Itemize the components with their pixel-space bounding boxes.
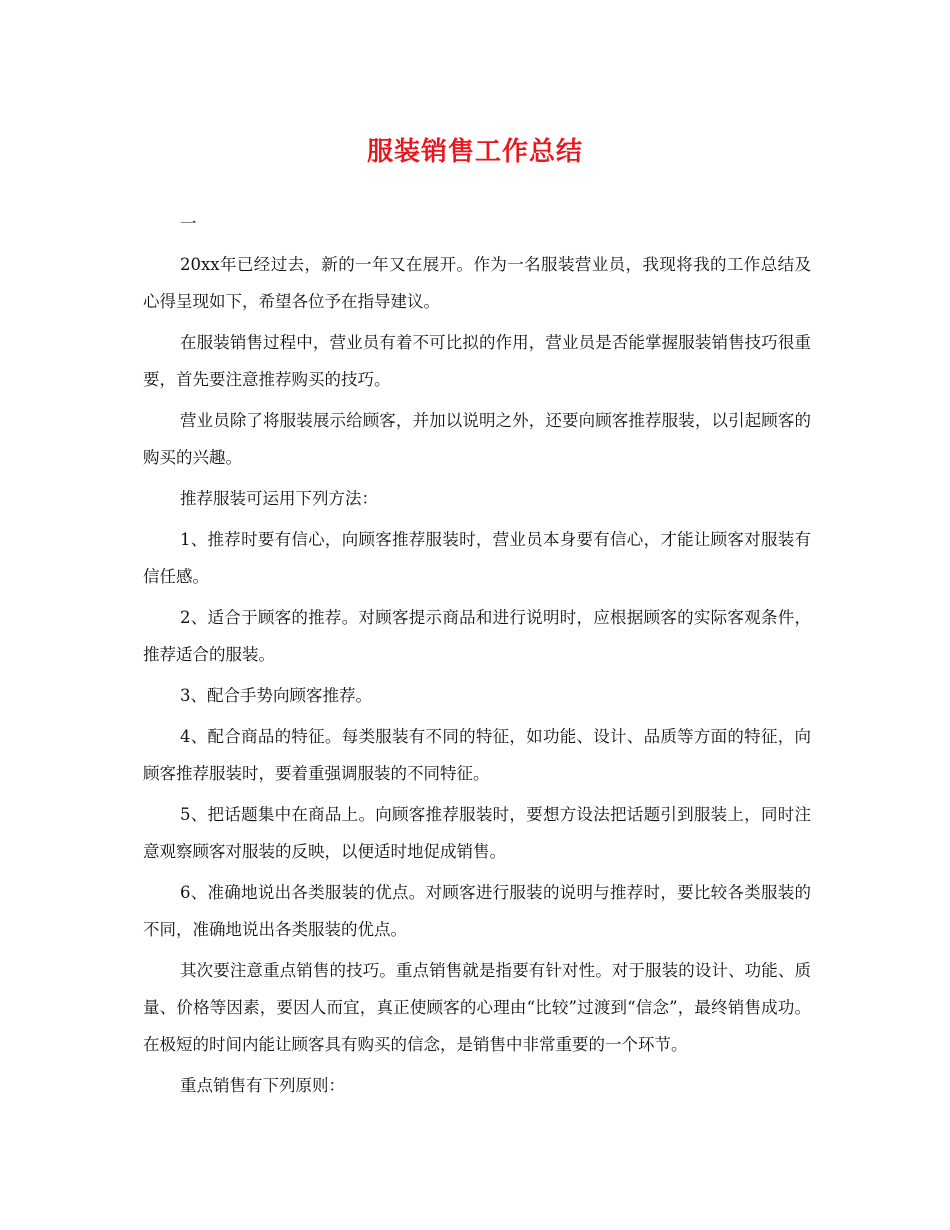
document-title: 服装销售工作总结: [366, 137, 583, 167]
list-item-method-4: 4、配合商品的特征。每类服装有不同的特征，如功能、设计、品质等方面的特征，向顾客推荐服装时，要着重强调服装的不同特征。: [143, 727, 811, 783]
list-item-method-2: 2、适合于顾客的推荐。对顾客提示商品和进行说明时，应根据顾客的实际客观条件，推荐适合的服装。: [143, 608, 811, 664]
list-item-method-1: 1、推荐时要有信心，向顾客推荐服装时，营业员本身要有信心，才能让顾客对服装有信任感。: [143, 530, 811, 586]
document-body: [143, 205, 811, 1108]
list-item-method-6: 6、准确地说出各类服装的优点。对顾客进行服装的说明与推荐时，要比较各类服装的不同，准确地说出各类服装的优点。: [143, 883, 811, 939]
section-number: 一: [180, 214, 197, 233]
list-item-method-3: 3、配合手势向顾客推荐。: [180, 686, 372, 705]
paragraph-intro: 20xx年已经过去，新的一年又在展开。作为一名服装营业员，我现将我的工作总结及心得呈现如下，希望各位予在指导建议。: [143, 255, 811, 311]
paragraph-recommend: 营业员除了将服装展示给顾客，并加以说明之外，还要向顾客推荐服装，以引起顾客的购买的兴趣。: [143, 411, 811, 467]
paragraph-methods-heading: 推荐服装可运用下列方法：: [180, 489, 378, 508]
paragraph-key-sales: 其次要注意重点销售的技巧。重点销售就是指要有针对性。对于服装的设计、功能、质量、价格等因素，要因人而宜，真正使顾客的心理由“比较”过渡到“信念”，最终销售成功。在极短的时间内能让顾客具有购买的信念，是销售中非常重要的一个环节。: [143, 961, 811, 1054]
paragraph-principles-heading: 重点销售有下列原则：: [180, 1076, 345, 1095]
paragraph-role: 在服装销售过程中，营业员有着不可比拟的作用，营业员是否能掌握服装销售技巧很重要，首先要注意推荐购买的技巧。: [143, 333, 811, 389]
list-item-method-5: 5、把话题集中在商品上。向顾客推荐服装时，要想方设法把话题引到服装上，同时注意观察顾客对服装的反映，以便适时地促成销售。: [143, 805, 811, 861]
